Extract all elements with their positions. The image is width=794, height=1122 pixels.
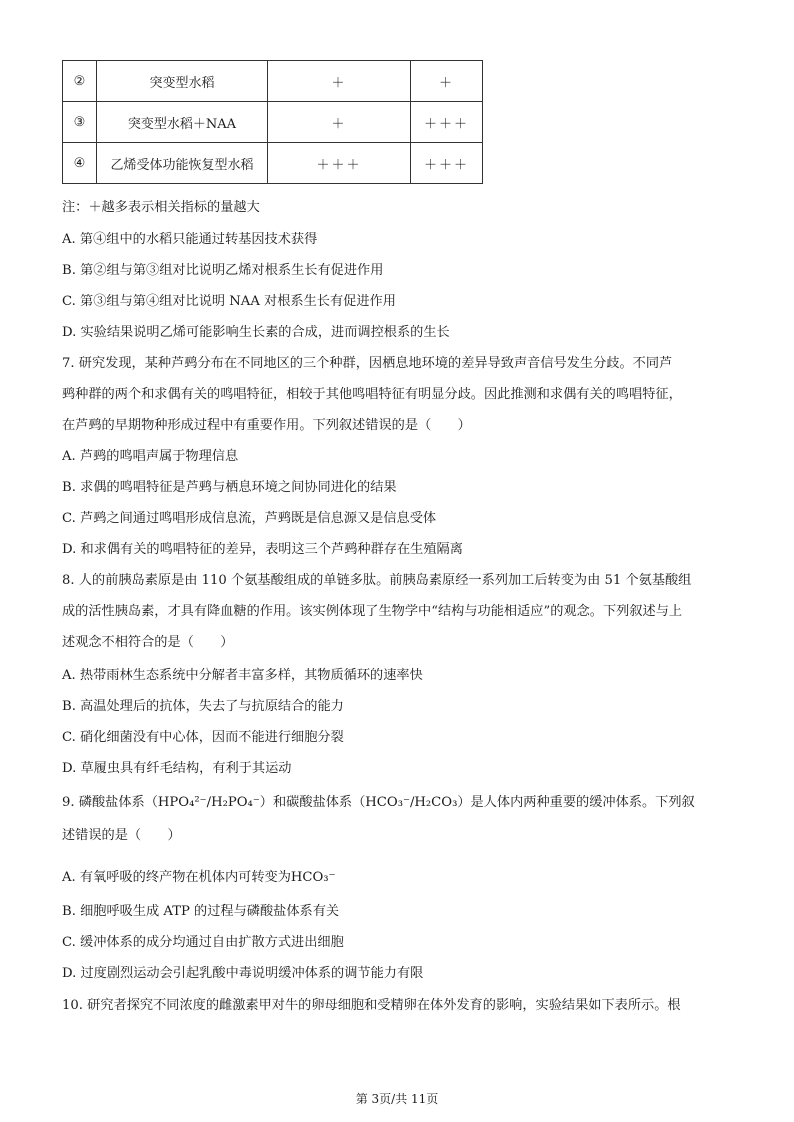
table-cell: ＋ [268,61,411,102]
q9-stem-line [62,791,695,810]
q9-option-c: C. 缓冲体系的成分均通过自由扩散方式进出细胞 [62,935,344,950]
q8-option-d: D. 草履虫具有纤毛结构，有利于其运动 [62,761,292,776]
q8-stem-line: 述观念不相符合的是（ ） [62,635,234,650]
q7-stem-line: 7. 研究发现，某种芦鹀分布在不同地区的三个种群，因栖息地环境的差异导致声音信号发生分歧。不同芦 [62,356,673,371]
table-cell: ＋ [268,102,411,143]
table-row [63,102,483,143]
table-cell: ④ [63,143,97,184]
q6-option-a: A. 第④组中的水稻只能通过转基因技术获得 [62,232,318,247]
q9-option-d: D. 过度剧烈运动会引起乳酸中毒说明缓冲体系的调节能力有限 [62,966,424,981]
experiment-table [62,60,483,184]
q8-option-c: C. 硝化细菌没有中心体，因而不能进行细胞分裂 [62,730,344,745]
table-cell: 乙烯受体功能恢复型水稻 [97,143,268,184]
q7-option-b: B. 求偶的鸣唱特征是芦鹀与栖息环境之间协同进化的结果 [62,480,397,495]
q7-stem-line: 在芦鹀的早期物种形成过程中有重要作用。下列叙述错误的是（ ） [62,418,471,433]
table-cell: ＋ [411,61,483,102]
q8-stem-line: 8. 人的前胰岛素原是由 110 个氨基酸组成的单链多肽。前胰岛素原经一系列加工后转变为由 51 个氨基酸组 [62,573,692,588]
phosphate-formula: HPO₄²⁻/H₂PO₄⁻ [157,795,260,810]
q6-option-c: C. 第③组与第④组对比说明 NAA 对根系生长有促进作用 [62,294,396,309]
q7-option-a: A. 芦鹀的鸣唱声属于物理信息 [62,449,239,464]
q9-option-a [62,866,336,885]
q9-stem-text: ）是人体内两种重要的缓冲体系。下列叙 [457,795,695,810]
carbonate-formula: HCO₃⁻/H₂CO₃ [365,795,458,810]
table-cell: ＋＋＋ [411,102,483,143]
q8-stem-line: 成的活性胰岛素，才具有降血糖的作用。该实例体现了生物学中“结构与功能相适应”的观念。下列叙述与上 [62,604,683,619]
q8-option-b: B. 高温处理后的抗体，失去了与抗原结合的能力 [62,699,344,714]
table-row [63,143,483,184]
q7-option-c: C. 芦鹀之间通过鸣唱形成信息流，芦鹀既是信息源又是信息受体 [62,511,437,526]
page-footer: 第 3页/共 11页 [355,1092,439,1106]
table-cell: ＋＋＋ [411,143,483,184]
table-row [63,61,483,102]
q9-stem-line: 述错误的是（ ） [62,828,181,843]
q9-stem-text: ）和碳酸盐体系（ [259,795,366,810]
q10-stem-line: 10. 研究者探究不同浓度的雌激素甲对牛的卵母细胞和受精卵在体外发育的影响，实验结果如下表所示。根 [62,998,681,1013]
q6-option-b: B. 第②组与第③组对比说明乙烯对根系生长有促进作用 [62,263,384,278]
table-cell: ＋＋＋ [268,143,411,184]
q8-option-a: A. 热带雨林生态系统中分解者丰富多样，其物质循环的速率快 [62,668,423,683]
table-cell: ② [63,61,97,102]
q6-option-d: D. 实验结果说明乙烯可能影响生长素的合成，进而调控根系的生长 [62,325,450,340]
q7-stem-line: 鹀种群的两个和求偶有关的鸣唱特征，相较于其他鸣唱特征有明显分歧。因此推测和求偶有关的鸣唱特征， [62,387,682,402]
q9-stem-text: 9. 磷酸盐体系（ [62,795,158,810]
table-cell: 突变型水稻 [97,61,268,102]
table-note: 注：＋越多表示相关指标的量越大 [62,200,260,215]
q9-option-a-text: A. 有氧呼吸的终产物在机体内可转变为 [62,870,291,885]
q7-option-d: D. 和求偶有关的鸣唱特征的差异，表明这三个芦鹀种群存在生殖隔离 [62,542,463,557]
table-cell: 突变型水稻＋NAA [97,102,268,143]
q9-option-b: B. 细胞呼吸生成 ATP 的过程与磷酸盐体系有关 [62,904,340,919]
bicarbonate-formula: HCO₃⁻ [290,870,336,885]
table-cell: ③ [63,102,97,143]
